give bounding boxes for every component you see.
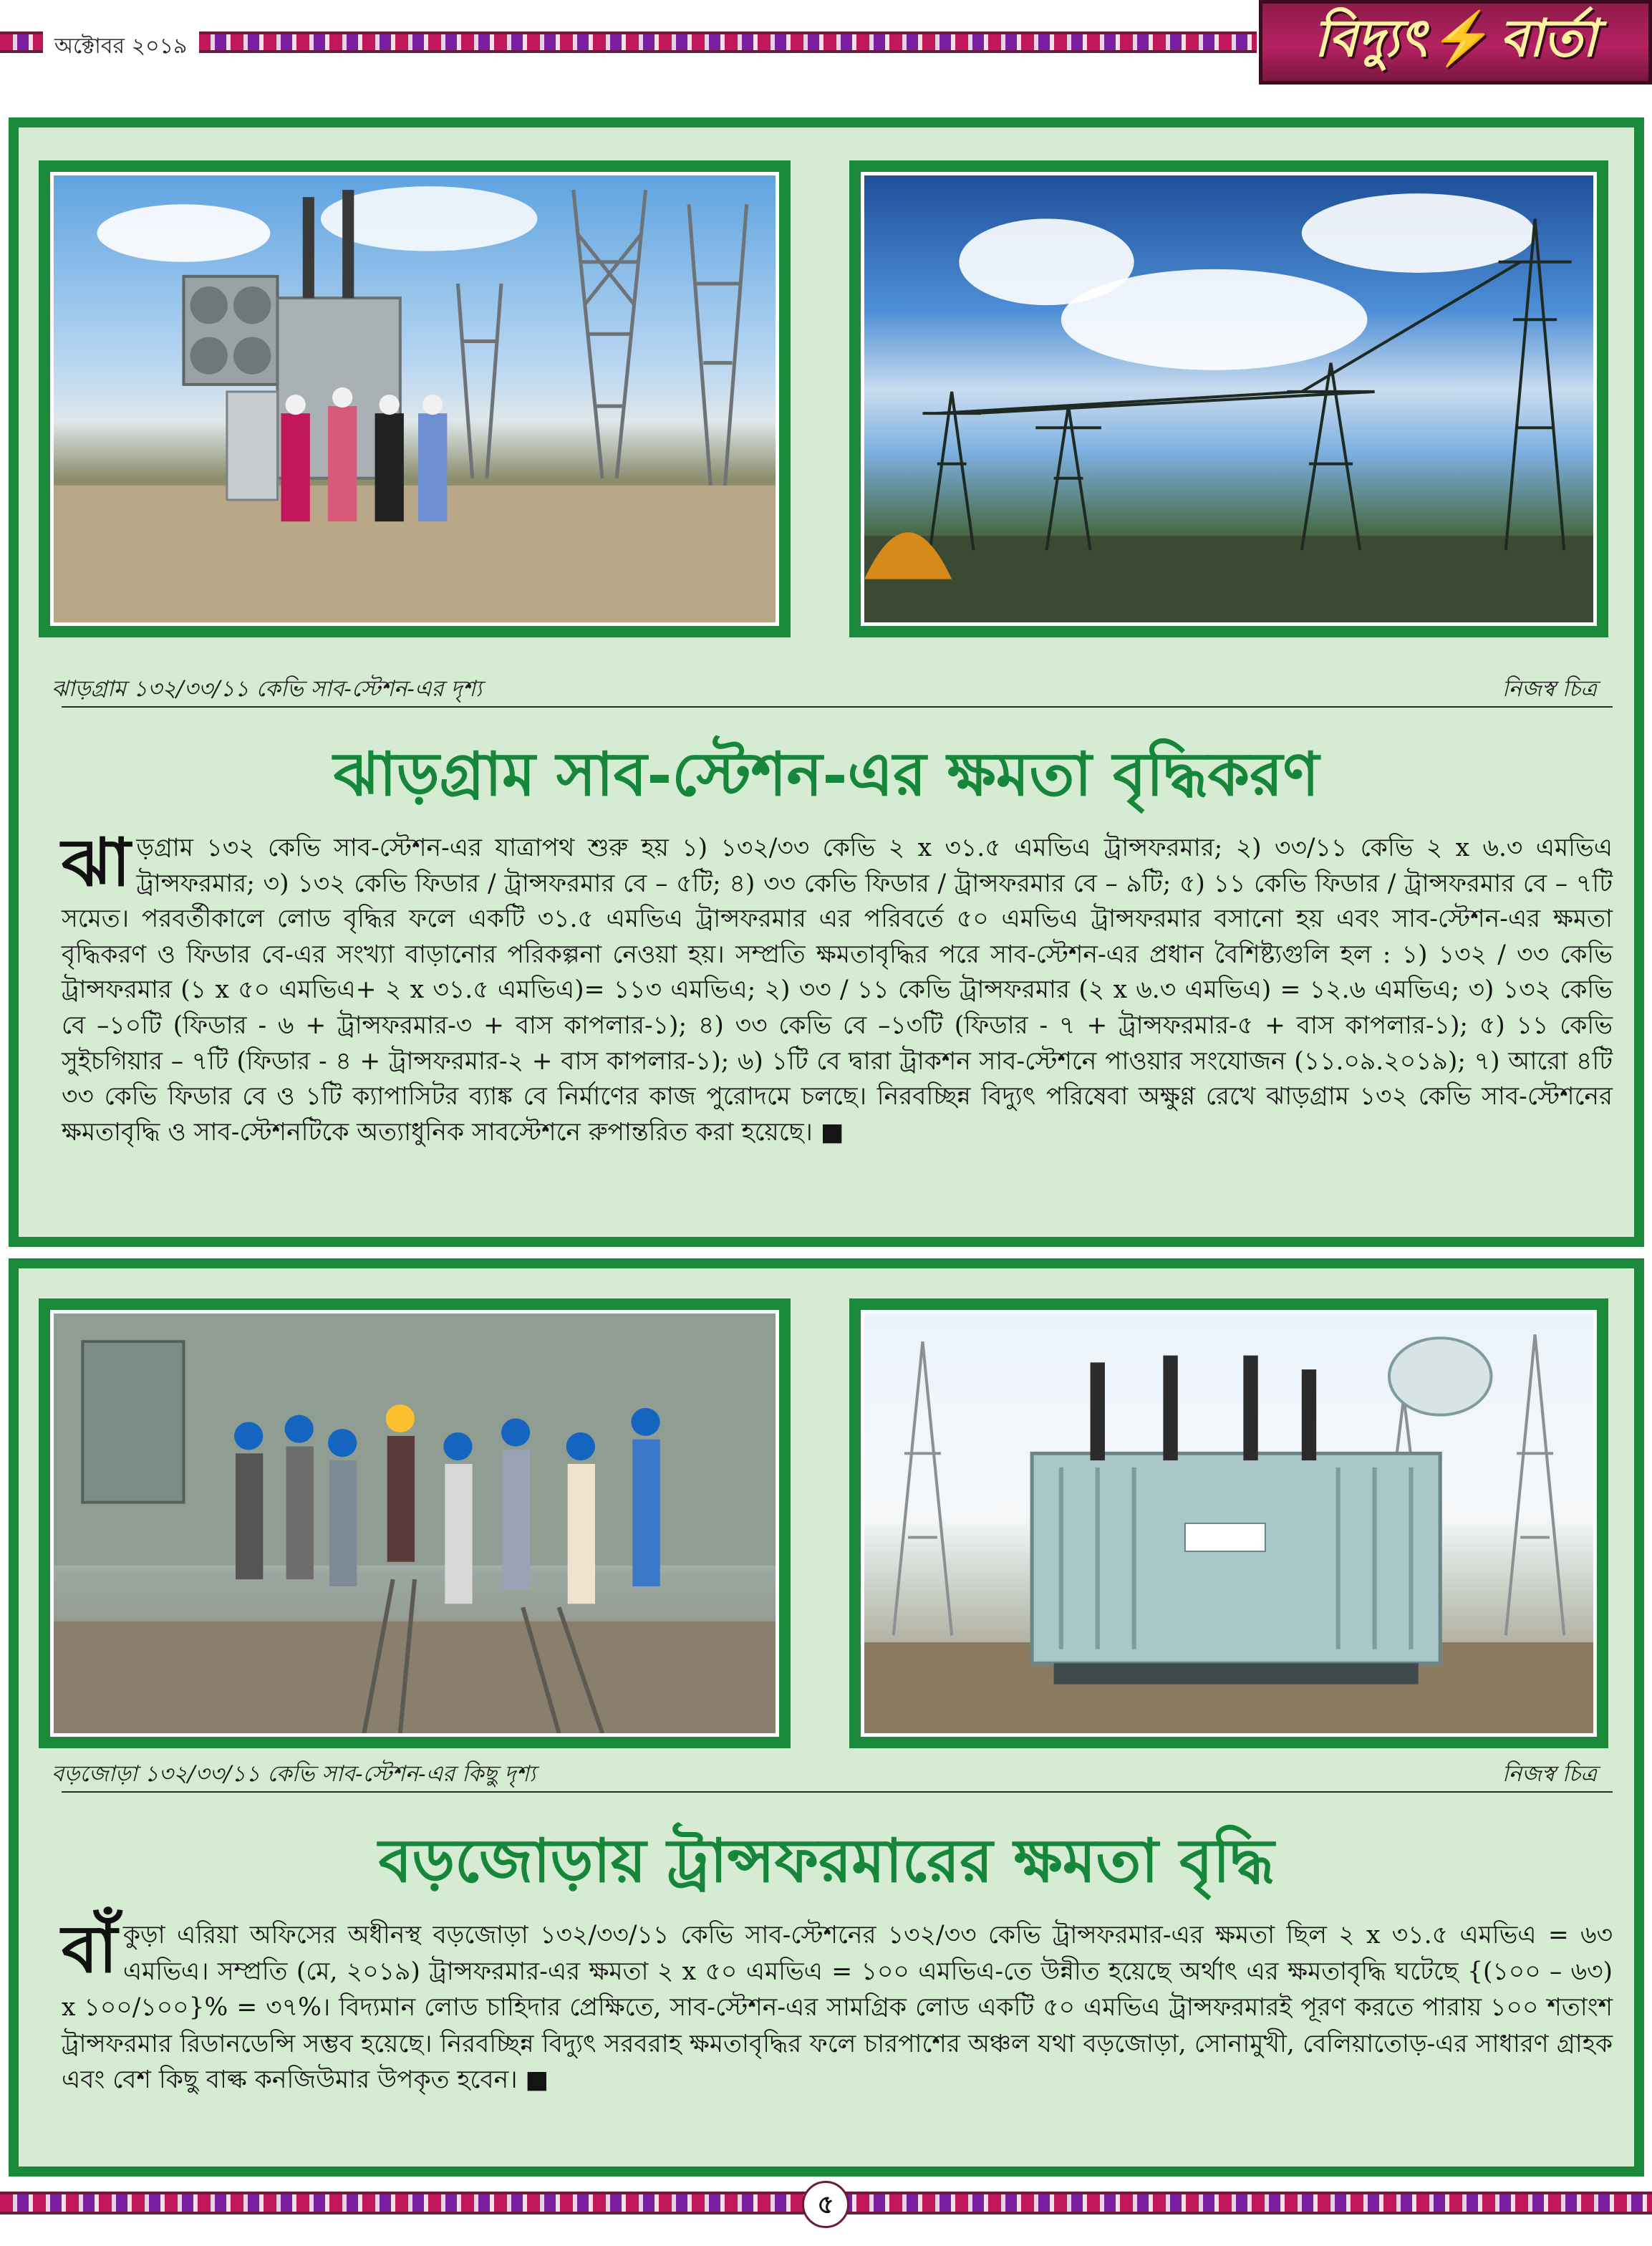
substation-team-illustration [54, 175, 776, 622]
divider-rule [62, 1791, 1613, 1793]
masthead-title: বিদ্যুৎ⚡বার্তা [1313, 7, 1598, 68]
drop-cap: ঝা [62, 824, 131, 901]
photo-credit: নিজস্ব চিত্র [1502, 1761, 1597, 1787]
photo-jhargram-towers [849, 160, 1608, 637]
article-headline: বড়জোড়ায় ট্রান্সফরমারের ক্ষমতা বৃদ্ধি [378, 1825, 1275, 1896]
photo-barjora-transformer [849, 1298, 1608, 1748]
photo-caption: বড়জোড়া ১৩২/৩৩/১১ কেভি সাব-স্টেশন-এর কিছু দৃশ্য [52, 1761, 536, 1787]
article-body-text: কুড়া এরিয়া অফিসের অধীনস্থ বড়জোড়া ১৩২/৩৩/১১ কেভি সাব-স্টেশনের ১৩২/৩৩ কেভি ট্রান্সফরমার-এর ক্ষমতা ছিল ২ x ৩১.৫ এমভিএ = ৬৩ এমভিএ। সম্প্রতি (মে, ২০১৯) ট্রান্সফরমার-এর ক্ষমতা ২ x ৫০ এমভিএ = ১০০ এমভিএ-তে উন্নীত হয়েছে অর্থাৎ এর ক্ষমতাবৃদ্ধি ঘটেছে {(১০০ – ৬৩) x ১০০/১০০}% = ৩৭%। বিদ্যমান লোড চাহিদার প্রেক্ষিতে, সাব-স্টেশন-এর সামগ্রিক লোড একটি ৫০ এমভিএ ট্রান্সফরমারই পূরণ করতে পারায় ১০০ শতাংশ ট্রান্সফরমার রিডানডেন্সি সম্ভব হয়েছে। নিরবচ্ছিন্ন বিদ্যুৎ সরবরাহ ক্ষমতাবৃদ্ধির ফলে চারপাশের অঞ্চল যথা বড়জোড়া, সোনামুখী, বেলিয়াতোড়-এর সাধারণ গ্রাহক এবং বেশ কিছু বাল্ক কনজিউমার উপকৃত হবেন। ■ [62, 1921, 1613, 2094]
article-barjora [9, 1258, 1644, 2177]
article-body [62, 1910, 1613, 2098]
article-headline: ঝাড়গ্রাম সাব-স্টেশন-এর ক্ষমতা বৃদ্ধিকরণ [333, 738, 1320, 809]
drop-cap: বাঁ [62, 1910, 117, 1987]
photo-barjora-team [39, 1298, 791, 1748]
lightning-bolt-icon: ⚡ [1431, 7, 1496, 68]
transmission-towers-illustration [864, 175, 1593, 622]
article-body [62, 824, 1613, 1150]
photo-credit: নিজস্ব চিত্র [1502, 676, 1597, 702]
transformer-illustration [864, 1314, 1593, 1733]
issue-date: অক্টোবর ২০১৯ [43, 24, 199, 69]
masthead-logo [1259, 0, 1652, 85]
divider-rule [62, 706, 1613, 708]
workers-group-illustration [54, 1314, 776, 1733]
article-jhargram [9, 117, 1644, 1247]
page-number: ৫ [802, 2181, 849, 2228]
photo-caption: ঝাড়গ্রাম ১৩২/৩৩/১১ কেভি সাব-স্টেশন-এর দৃশ্য [52, 676, 482, 702]
article-body-text: ড়গ্রাম ১৩২ কেভি সাব-স্টেশন-এর যাত্রাপথ শুরু হয় ১) ১৩২/৩৩ কেভি ২ x ৩১.৫ এমভিএ ট্রান্সফরমার; ২) ৩৩/১১ কেভি ২ x ৬.৩ এমভিএ ট্রান্সফরমার; ৩) ১৩২ কেভি ফিডার / ট্রান্সফরমার বে – ৫টি; ৪) ৩৩ কেভি ফিডার / ট্রান্সফরমার বে – ৯টি; ৫) ১১ কেভি ফিডার / ট্রান্সফরমার বে – ৭টি সমেত। পরবর্তীকালে লোড বৃদ্ধির ফলে একটি ৩১.৫ এমভিএ ট্রান্সফরমার এর পরিবর্তে ৫০ এমভিএ ট্রান্সফরমার বসানো হয় এবং সাব-স্টেশন-এর ক্ষমতা বৃদ্ধিকরণ ও ফিডার বে-এর সংখ্যা বাড়ানোর পরিকল্পনা নেওয়া হয়। সম্প্রতি ক্ষমতাবৃদ্ধির পরে সাব-স্টেশন-এর প্রধান বৈশিষ্ট্যগুলি হল : ১) ১৩২ / ৩৩ কেভি ট্রান্সফরমার (১ x ৫০ এমভিএ+ ২ x ৩১.৫ এমভিএ)= ১১৩ এমভিএ; ২) ৩৩ / ১১ কেভি ট্রান্সফরমার (২ x ৬.৩ এমভিএ) = ১২.৬ এমভিএ; ৩) ১৩২ কেভি বে –১০টি (ফিডার - ৬ + ট্রান্সফরমার-৩ + বাস কাপলার-১); ৪) ৩৩ কেভি বে –১৩টি (ফিডার - ৭ + ট্রান্সফরমার-৫ + বাস কাপলার-১); ৫) ১১ কেভি সুইচগিয়ার – ৭টি (ফিডার - ৪ + ট্রান্সফরমার-২ + বাস কাপলার-১); ৬) ১টি বে দ্বারা ট্রাকশন সাব-স্টেশনে পাওয়ার সংযোজন (১১.০৯.২০১৯); ৭) আরো ৪টি ৩৩ কেভি ফিডার বে ও ১টি ক্যাপাসিটর ব্যাঙ্ক বে নির্মাণের কাজ পুরোদমে চলছে। নিরবচ্ছিন্ন বিদ্যুৎ পরিষেবা অক্ষুণ্ণ রেখে ঝাড়গ্রাম ১৩২ কেভি সাব-স্টেশনের ক্ষমতাবৃদ্ধি ও সাব-স্টেশনটিকে অত্যাধুনিক সাবস্টেশনে রুপান্তরিত করা হয়েছে। ■ [62, 834, 1613, 1147]
photo-jhargram-team [39, 160, 791, 637]
